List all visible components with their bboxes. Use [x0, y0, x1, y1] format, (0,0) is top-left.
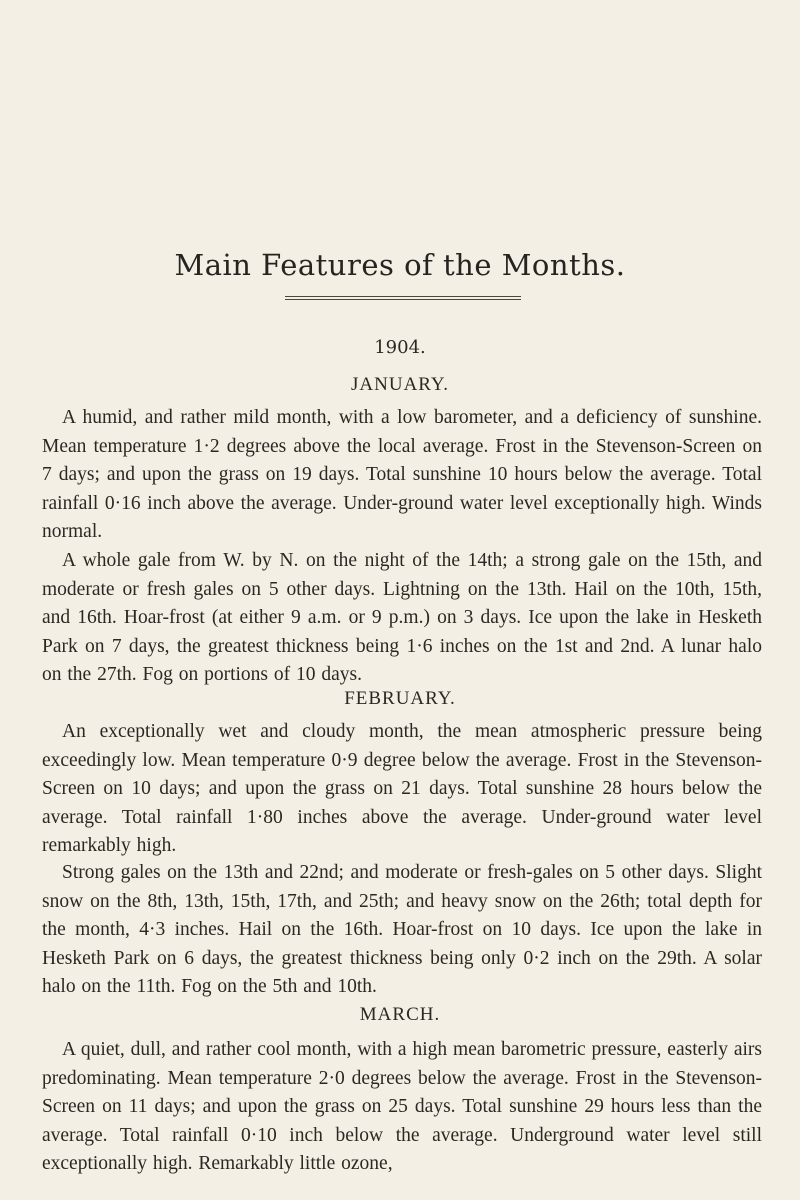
month-heading-march: MARCH. [359, 1004, 441, 1025]
title-rule-upper [285, 296, 521, 297]
january-paragraph-1: A humid, and rather mild month, with a low barometer, and a deficiency of sunshine. Mean temperature 1·2 degrees above the local average. Frost in the Stevenson-Screen on 7 days; and upon the grass on 19 days. Total sunshine 10 hours below the average. Total rainfall 0·16 inch above the average. Under-ground water level exceptionally high. Winds normal. [42, 407, 762, 542]
month-heading-february: FEBRUARY. [344, 688, 456, 709]
january-paragraph-2: A whole gale from W. by N. on the night of the 14th; a strong gale on the 15th, and moderate or fresh gales on 5 other days. Lightning on the 13th. Hail on the 10th, 15th, and 16th. Hoar-frost (at either 9 a.m. or 9 p.m.) on 3 days. Ice upon the lake in Hesketh Park on 7 days, the greatest thickness being 1·6 inches on the 1st and 2nd. A lunar halo on the 27th. Fog on portions of 10 days. [42, 550, 762, 685]
february-paragraph-1: An exceptionally wet and cloudy month, the mean atmospheric pressure being exceedingly low. Mean temperature 0·9 degree below the average. Frost in the Stevenson-Screen on 10 days; and upon the grass on 21 days. Total sunshine 28 hours below the average. Total rainfall 1·80 inches above the average. Under-ground water level remarkably high. [42, 721, 762, 856]
month-heading-january: JANUARY. [351, 374, 449, 395]
page-title: Main Features of the Months. [174, 248, 626, 282]
february-paragraph-2: Strong gales on the 13th and 22nd; and moderate or fresh-gales on 5 other days. Slight snow on the 8th, 13th, 15th, 17th, and 25th; and heavy snow on the 26th; total depth for the month, 4·3 inches. Hail on the 16th. Hoar-frost on 10 days. Ice upon the lake in Hesketh Park on 6 days, the greatest thickness being only 0·2 inch on the 29th. A solar halo on the 11th. Fog on the 5th and 10th. [42, 862, 762, 997]
march-paragraph-1: A quiet, dull, and rather cool month, with a high mean barometric pressure, easterly airs predominating. Mean temperature 2·0 degrees below the average. Frost in the Stevenson-Screen on 11 days; and upon the grass on 25 days. Total sunshine 29 hours less than the average. Total rainfall 0·10 inch below the average. Underground water level still exceptionally high. Remarkably little ozone, [42, 1039, 762, 1174]
title-rule-lower [285, 299, 521, 300]
year-heading: 1904. [374, 337, 426, 358]
